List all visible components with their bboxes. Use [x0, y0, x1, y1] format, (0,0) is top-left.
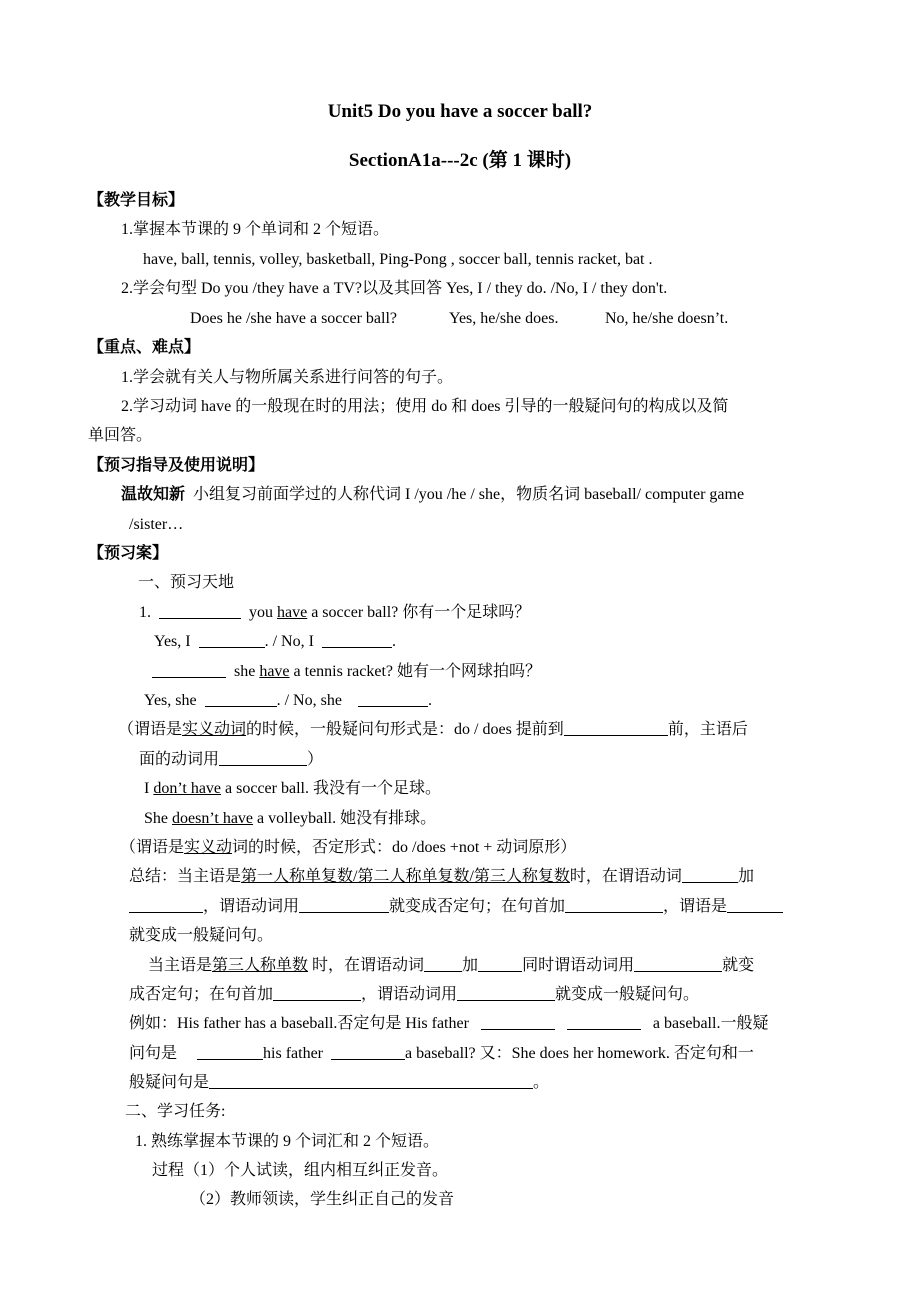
example-sentence-3: 般疑问句是 。 — [129, 1074, 550, 1091]
note-2: （谓语是实义动词的时候，否定形式：do /does +not + 动词原形） — [120, 839, 577, 856]
heading-objectives: 【教学目标】 — [88, 192, 185, 209]
question-1-answer: Yes, I . / No, I . — [154, 633, 396, 650]
objective-1: 1.掌握本节课的 9 个单词和 2 个短语。 — [121, 221, 390, 238]
objective-2-yes: Yes, he/she does. — [449, 310, 559, 327]
objective-2-question: Does he /she have a soccer ball? — [190, 310, 398, 327]
guide-text: 小组复习前面学过的人称代词 I /you /he / she，物质名词 baseball/ computer game — [193, 486, 745, 503]
blank[interactable] — [331, 1043, 405, 1060]
key-point-2: 2.学习动词 have 的一般现在时的用法；使用 do 和 does 引导的一般疑问句的构成以及简 — [121, 398, 729, 415]
blank[interactable] — [567, 1013, 641, 1030]
summary-5: 成否定句；在句首加 ，谓语动词用 就变成一般疑问句。 — [129, 986, 700, 1003]
blank[interactable] — [219, 749, 307, 766]
blank[interactable] — [634, 955, 722, 972]
page-subtitle: SectionA1a---2c (第 1 课时) — [348, 150, 572, 171]
blank[interactable] — [129, 896, 203, 913]
page-title: Unit5 Do you have a soccer ball? — [327, 101, 593, 122]
summary-3: 就变成一般疑问句。 — [129, 927, 274, 944]
blank[interactable] — [209, 1072, 533, 1089]
section-1-title: 一、预习天地 — [138, 574, 235, 591]
blank[interactable] — [727, 896, 783, 913]
key-point-2-cont: 单回答。 — [88, 427, 153, 444]
blank[interactable] — [481, 1013, 555, 1030]
blank[interactable] — [199, 631, 265, 648]
blank[interactable] — [159, 602, 241, 619]
blank[interactable] — [424, 955, 462, 972]
note-1: （谓语是实义动词的时候，一般疑问句形式是：do / does 提前到 前，主语后 — [118, 721, 748, 738]
example-sentence-1: 例如：His father has a baseball.否定句是 His father a baseball.一般疑 — [129, 1015, 769, 1032]
question-1: 1. you have a soccer ball? 你有一个足球吗？ — [139, 604, 531, 621]
objective-1-words: have, ball, tennis, volley, basketball, Ping-Pong , soccer ball, tennis racket, bat . — [143, 251, 653, 268]
objective-2-no: No, he/she doesn’t. — [605, 310, 729, 327]
blank[interactable] — [682, 866, 738, 883]
example-sentence-2: 问句是 his father a baseball? 又：She does her homework. 否定句和一 — [129, 1045, 754, 1062]
summary-1: 总结：当主语是第一人称单复数/第二人称单复数/第三人称复数时，在谓语动词 加 — [129, 868, 754, 885]
summary-4: 当主语是第三人称单数 时，在谓语动词 加 同时谓语动词用 就变 — [148, 957, 755, 974]
heading-preview: 【预习案】 — [88, 545, 169, 562]
blank[interactable] — [299, 896, 389, 913]
note-1-cont: 面的动词用 ） — [139, 751, 324, 768]
heading-guide: 【预习指导及使用说明】 — [88, 457, 265, 474]
blank[interactable] — [197, 1043, 263, 1060]
blank[interactable] — [564, 719, 668, 736]
guide-line-2: /sister… — [129, 516, 184, 533]
blank[interactable] — [358, 690, 428, 707]
question-2: she have a tennis racket? 她有一个网球拍吗？ — [152, 661, 541, 683]
section-2-title: 二、学习任务: — [125, 1103, 226, 1120]
process-1: 过程（1）个人试读，组内相互纠正发音。 — [152, 1162, 449, 1179]
heading-key-points: 【重点、难点】 — [88, 339, 201, 356]
blank[interactable] — [152, 661, 226, 678]
blank[interactable] — [322, 631, 392, 648]
blank[interactable] — [457, 984, 555, 1001]
blank[interactable] — [273, 984, 361, 1001]
summary-2: ，谓语动词用 就变成否定句；在句首加 ，谓语是 — [129, 896, 783, 918]
blank[interactable] — [205, 690, 277, 707]
process-2: （2）教师领读，学生纠正自己的发音 — [190, 1191, 455, 1208]
question-2-answer: Yes, she . / No, she . — [144, 692, 432, 709]
blank[interactable] — [565, 896, 663, 913]
task-1: 1. 熟练掌握本节课的 9 个词汇和 2 个短语。 — [135, 1133, 440, 1150]
guide-line — [121, 484, 744, 506]
blank[interactable] — [478, 955, 522, 972]
guide-label: 温故知新 — [121, 486, 186, 503]
example-2: She doesn’t have a volleyball. 她没有排球。 — [144, 810, 437, 827]
example-1: I don’t have a soccer ball. 我没有一个足球。 — [144, 780, 441, 797]
objective-2: 2.学会句型 Do you /they have a TV?以及其回答 Yes, I / they do. /No, I / they don't. — [121, 280, 668, 297]
key-point-1: 1.学会就有关人与物所属关系进行问答的句子。 — [121, 369, 454, 386]
